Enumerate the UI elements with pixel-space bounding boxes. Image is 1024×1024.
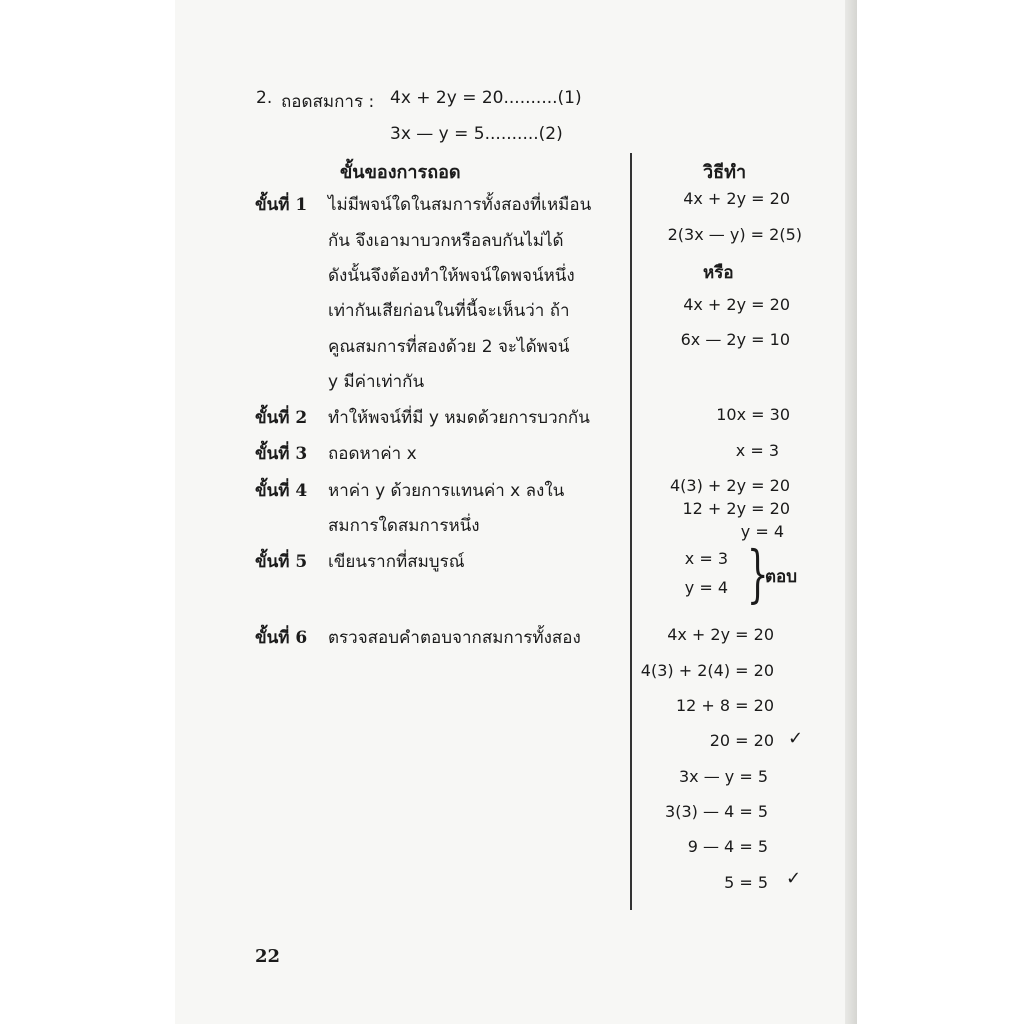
check-line: 9 — 4 = 5 xyxy=(687,837,768,856)
check-line: 20 = 20 xyxy=(709,731,774,750)
work-or: หรือ xyxy=(703,263,734,283)
equation-1: 4x + 2y = 20..........(1) xyxy=(390,88,582,108)
step-4-label: ขั้นที่ 4 xyxy=(255,481,308,501)
check-line: 4(3) + 2(4) = 20 xyxy=(640,661,774,680)
step-1-line: เท่ากันเสียก่อนในที่นี้จะเห็นว่า ถ้า xyxy=(328,301,570,321)
check-line: 3(3) — 4 = 5 xyxy=(665,802,768,821)
step-1-line: คูณสมการที่สองด้วย 2 จะได้พจน์ xyxy=(328,337,570,357)
check-line: 12 + 8 = 20 xyxy=(675,696,774,715)
step-4-line: หาค่า y ด้วยการแทนค่า x ลงใน xyxy=(328,481,565,501)
problem-label: ถอดสมการ : xyxy=(281,92,375,112)
step-6-line: ตรวจสอบคำตอบจากสมการทั้งสอง xyxy=(328,628,581,648)
page-number: 22 xyxy=(255,946,281,967)
method-header: วิธีทำ xyxy=(703,162,747,183)
work-line: 12 + 2y = 20 xyxy=(682,499,790,518)
step-2-label: ขั้นที่ 2 xyxy=(255,408,308,428)
check-line: 4x + 2y = 20 xyxy=(667,625,774,644)
step-1-line: กัน จึงเอามาบวกหรือลบกันไม่ได้ xyxy=(328,231,564,251)
step-1-line: y มีค่าเท่ากัน xyxy=(328,372,425,392)
equation-2: 3x — y = 5..........(2) xyxy=(390,124,563,144)
problem-number: 2. xyxy=(256,88,273,108)
step-3-label: ขั้นที่ 3 xyxy=(255,444,308,464)
check-mark-icon: ✓ xyxy=(788,728,804,749)
work-line: y = 4 xyxy=(740,522,784,541)
work-line: 2(3x — y) = 2(5) xyxy=(667,225,802,244)
step-1-label: ขั้นที่ 1 xyxy=(255,195,308,215)
work-line: 4(3) + 2y = 20 xyxy=(669,476,790,495)
work-line: x = 3 xyxy=(735,441,779,460)
check-line: 3x — y = 5 xyxy=(678,767,768,786)
step-5-line: เขียนรากที่สมบูรณ์ xyxy=(328,552,465,572)
step-3-line: ถอดหาค่า x xyxy=(328,444,417,464)
step-1-line: ไม่มีพจน์ใดในสมการทั้งสองที่เหมือน xyxy=(328,195,592,215)
step-2-line: ทำให้พจน์ที่มี y หมดด้วยการบวกกัน xyxy=(328,408,590,428)
root-y: y = 4 xyxy=(684,578,728,597)
root-x: x = 3 xyxy=(684,549,728,568)
step-1-line: ดังนั้นจึงต้องทำให้พจน์ใดพจน์หนึ่ง xyxy=(328,266,575,286)
curly-brace: } xyxy=(746,537,769,610)
step-6-label: ขั้นที่ 6 xyxy=(255,628,308,648)
answer-label: ตอบ xyxy=(765,567,798,587)
work-line: 6x — 2y = 10 xyxy=(680,330,790,349)
work-line: 4x + 2y = 20 xyxy=(683,189,790,208)
step-5-label: ขั้นที่ 5 xyxy=(255,552,308,572)
page-edge xyxy=(845,0,857,1024)
work-line: 10x = 30 xyxy=(716,405,790,424)
step-4-line: สมการใดสมการหนึ่ง xyxy=(328,516,480,536)
steps-header: ขั้นของการถอด xyxy=(340,162,461,183)
check-line: 5 = 5 xyxy=(724,873,768,892)
work-line: 4x + 2y = 20 xyxy=(683,295,790,314)
column-divider xyxy=(630,153,632,910)
check-mark-icon: ✓ xyxy=(786,868,802,889)
